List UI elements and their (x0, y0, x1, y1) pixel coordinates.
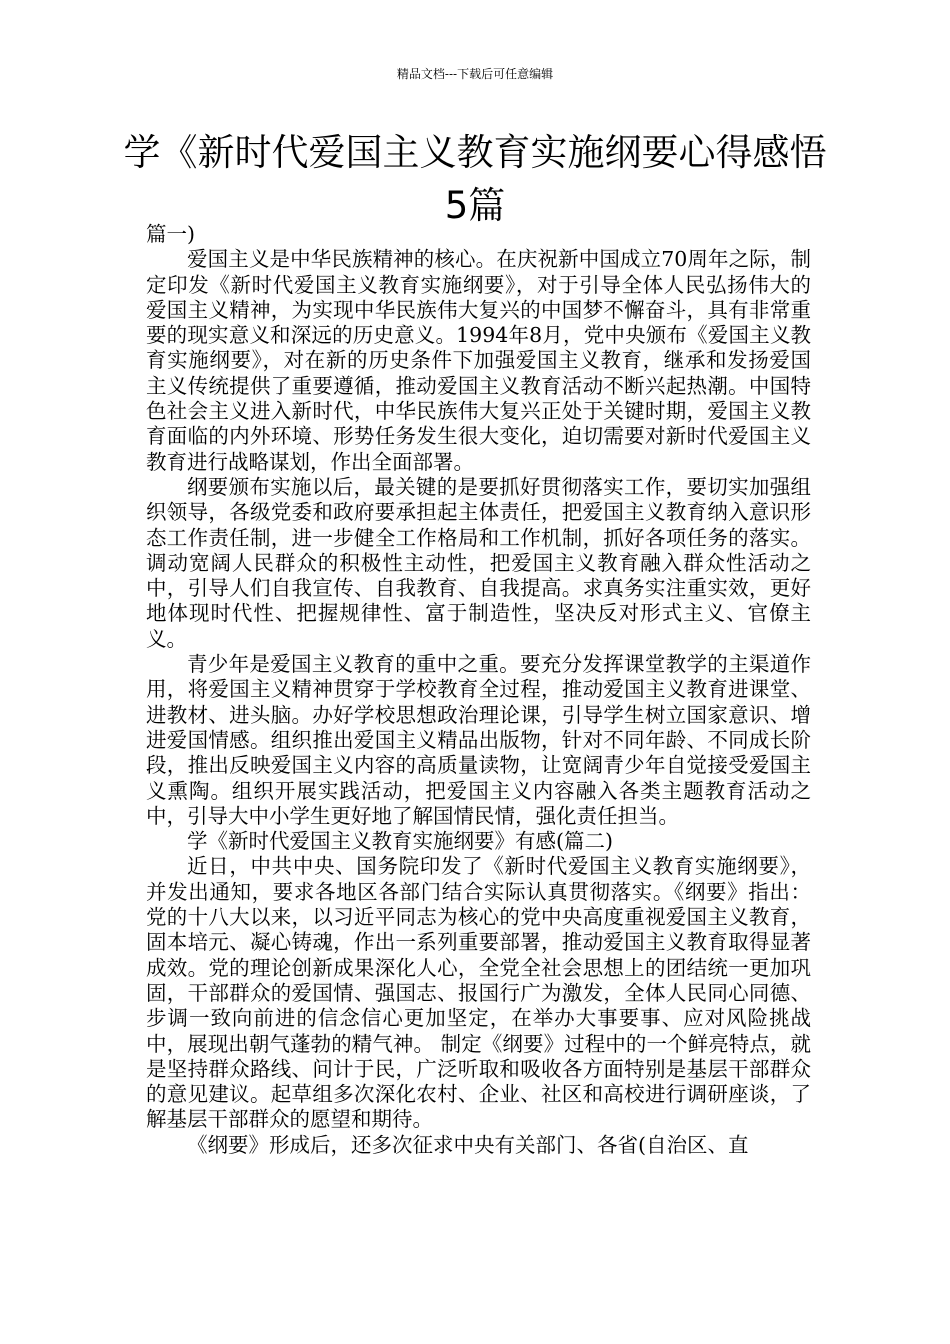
section-label: 篇一) (146, 222, 195, 246)
body-paragraph: 《纲要》形成后，还多次征求中央有关部门、各省(自治区、直 (187, 1132, 749, 1157)
body-paragraph: 爱国主义是中华民族精神的核心。在庆祝新中国成立70周年之际，制定印发《新时代爱国主义教育实施纲要》，对于引导全体人民弘扬伟大的爱国主义精神，为实现中华民族伟大复兴的中国梦不懈奋斗，具有非常重要的现实意义和深远的历史意义。1994年8月，党中央颁布《爱国主义教育实施纲要》，对在新的历史条件下加强爱国主义教育，继承和发扬爱国主义传统提供了重要遵循，推动爱国主义教育活动不断兴起热潮。中国特色社会主义进入新时代，中华民族伟大复兴正处于关键时期，爱国主义教育面临的内外环境、形势任务发生很大变化，迫切需要对新时代爱国主义教育进行战略谋划，作出全面部署。 (146, 247, 811, 474)
section-heading: 学《新时代爱国主义教育实施纲要》有感(篇二) (187, 829, 613, 854)
body-paragraph: 纲要颁布实施以后，最关键的是要抓好贯彻落实工作，要切实加强组织领导，各级党委和政府要承担起主体责任，把爱国主义教育纳入意识形态工作责任制，进一步健全工作格局和工作机制，抓好各项任务的落实。调动宽阔人民群众的积极性主动性，把爱国主义教育融入群众性活动之中，引导人们自我宣传、自我教育、自我提高。求真务实注重实效，更好地体现时代性、把握规律性、富于制造性，坚决反对形式主义、官僚主义。 (146, 474, 811, 651)
document-body (146, 222, 811, 1158)
body-paragraph: 青少年是爱国主义教育的重中之重。要充分发挥课堂教学的主渠道作用，将爱国主义精神贯穿于学校教育全过程，推动爱国主义教育进课堂、进教材、进头脑。办好学校思想政治理论课，引导学生树立国家意识、增进爱国情感。组织推出爱国主义精品出版物，针对不同年龄、不同成长阶段，推出反映爱国主义内容的高质量读物，让宽阔青少年自觉接受爱国主义熏陶。组织开展实践活动，把爱国主义内容融入各类主题教育活动之中，引导大中小学生更好地了解国情民情，强化责任担当。 (146, 652, 811, 828)
body-paragraph: 近日，中共中央、国务院印发了《新时代爱国主义教育实施纲要》，并发出通知，要求各地区各部门结合实际认真贯彻落实。《纲要》指出：党的十八大以来，以习近平同志为核心的党中央高度重视爱国主义教育，固本培元、凝心铸魂，作出一系列重要部署，推动爱国主义教育取得显著成效。党的理论创新成果深化人心，全党全社会思想上的团结统一更加巩固，干部群众的爱国情、强国志、报国行广为激发，全体人民同心同德、步调一致向前进的信念信心更加坚定，在举办大事要事、应对风险挑战中，展现出朝气蓬勃的精气神。 制定《纲要》过程中的一个鲜亮特点，就是坚持群众路线、问计于民，广泛听取和吸收各方面特别是基层干部群众的意见建议。起草组多次深化农村、企业、社区和高校进行调研座谈，了解基层干部群众的愿望和期待。 (146, 854, 811, 1132)
document-title: 学《新时代爱国主义教育实施纲要心得感悟5篇 (123, 131, 827, 227)
page-header-note: 精品文档---下载后可任意编辑 (396, 67, 554, 81)
